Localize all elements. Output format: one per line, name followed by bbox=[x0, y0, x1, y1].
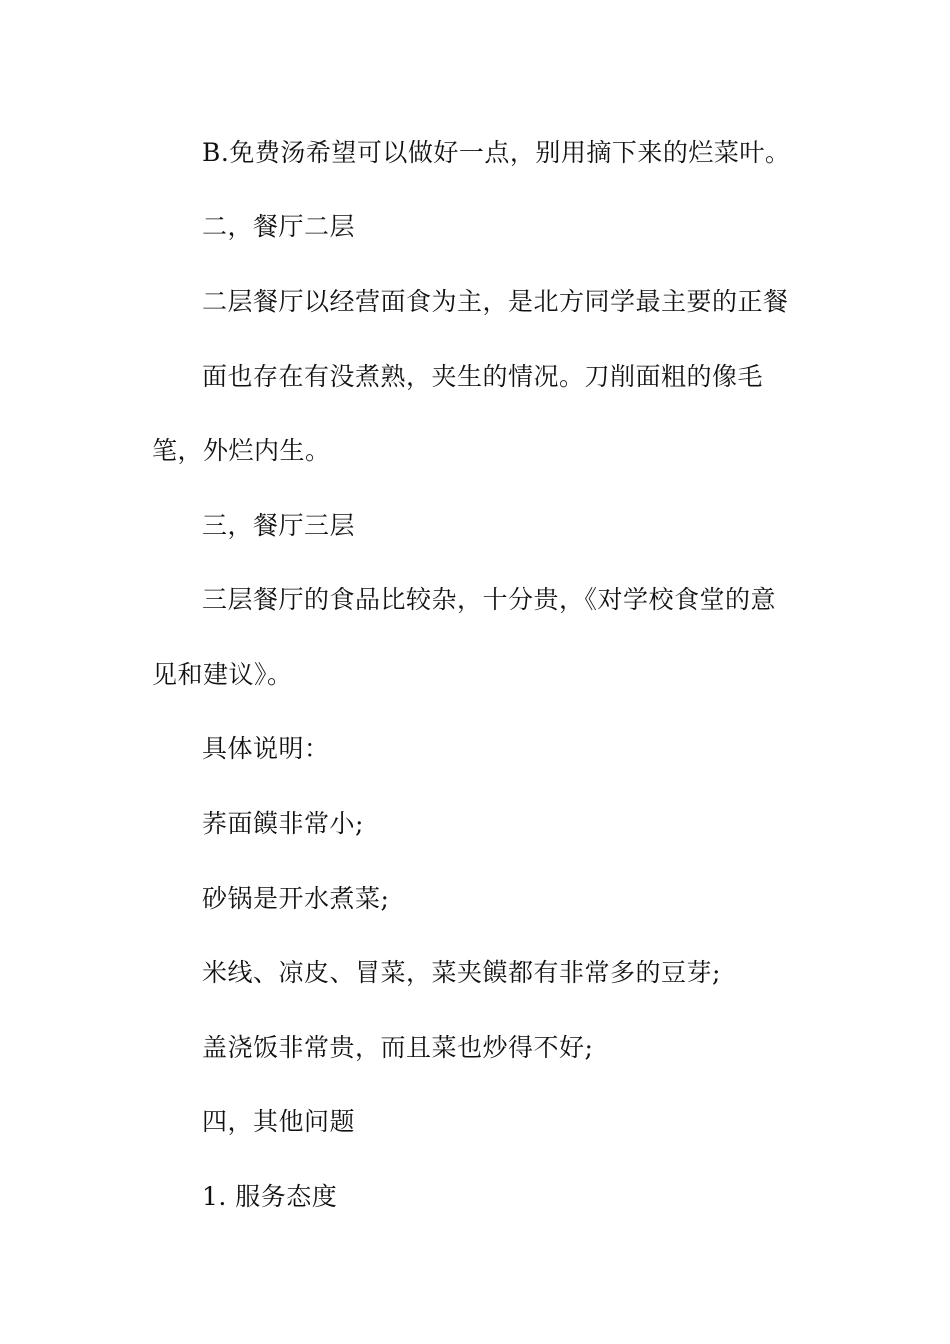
section-heading: 二，餐厅二层 bbox=[202, 212, 356, 241]
paragraph-line: 三层餐厅的食品比较杂，十分贵，《对学校食堂的意 bbox=[202, 585, 777, 614]
paragraph-line: B.免费汤希望可以做好一点，别用摘下来的烂菜叶。 bbox=[202, 138, 791, 167]
section-heading: 三，餐厅三层 bbox=[202, 511, 356, 540]
section-heading: 四，其他问题 bbox=[202, 1107, 356, 1136]
paragraph-line: 见和建议》。 bbox=[152, 660, 293, 689]
list-item: 荞面饃非常小; bbox=[202, 809, 364, 838]
list-item: 米线、凉皮、冒菜，菜夹饃都有非常多的豆芽; bbox=[202, 958, 721, 987]
subsection-heading: 1. 服务态度 bbox=[202, 1182, 338, 1211]
paragraph-line: 具体说明： bbox=[202, 734, 330, 763]
list-item: 盖浇饭非常贵，而且菜也炒得不好; bbox=[202, 1033, 594, 1062]
list-item: 砂锅是开水煮菜; bbox=[202, 884, 390, 913]
paragraph-line: 笔，外烂内生。 bbox=[152, 436, 331, 465]
paragraph-line: 面也存在有没煮熟，夹生的情况。刀削面粗的像毛 bbox=[202, 362, 764, 391]
paragraph-line: 二层餐厅以经营面食为主，是北方同学最主要的正餐 bbox=[202, 287, 789, 316]
